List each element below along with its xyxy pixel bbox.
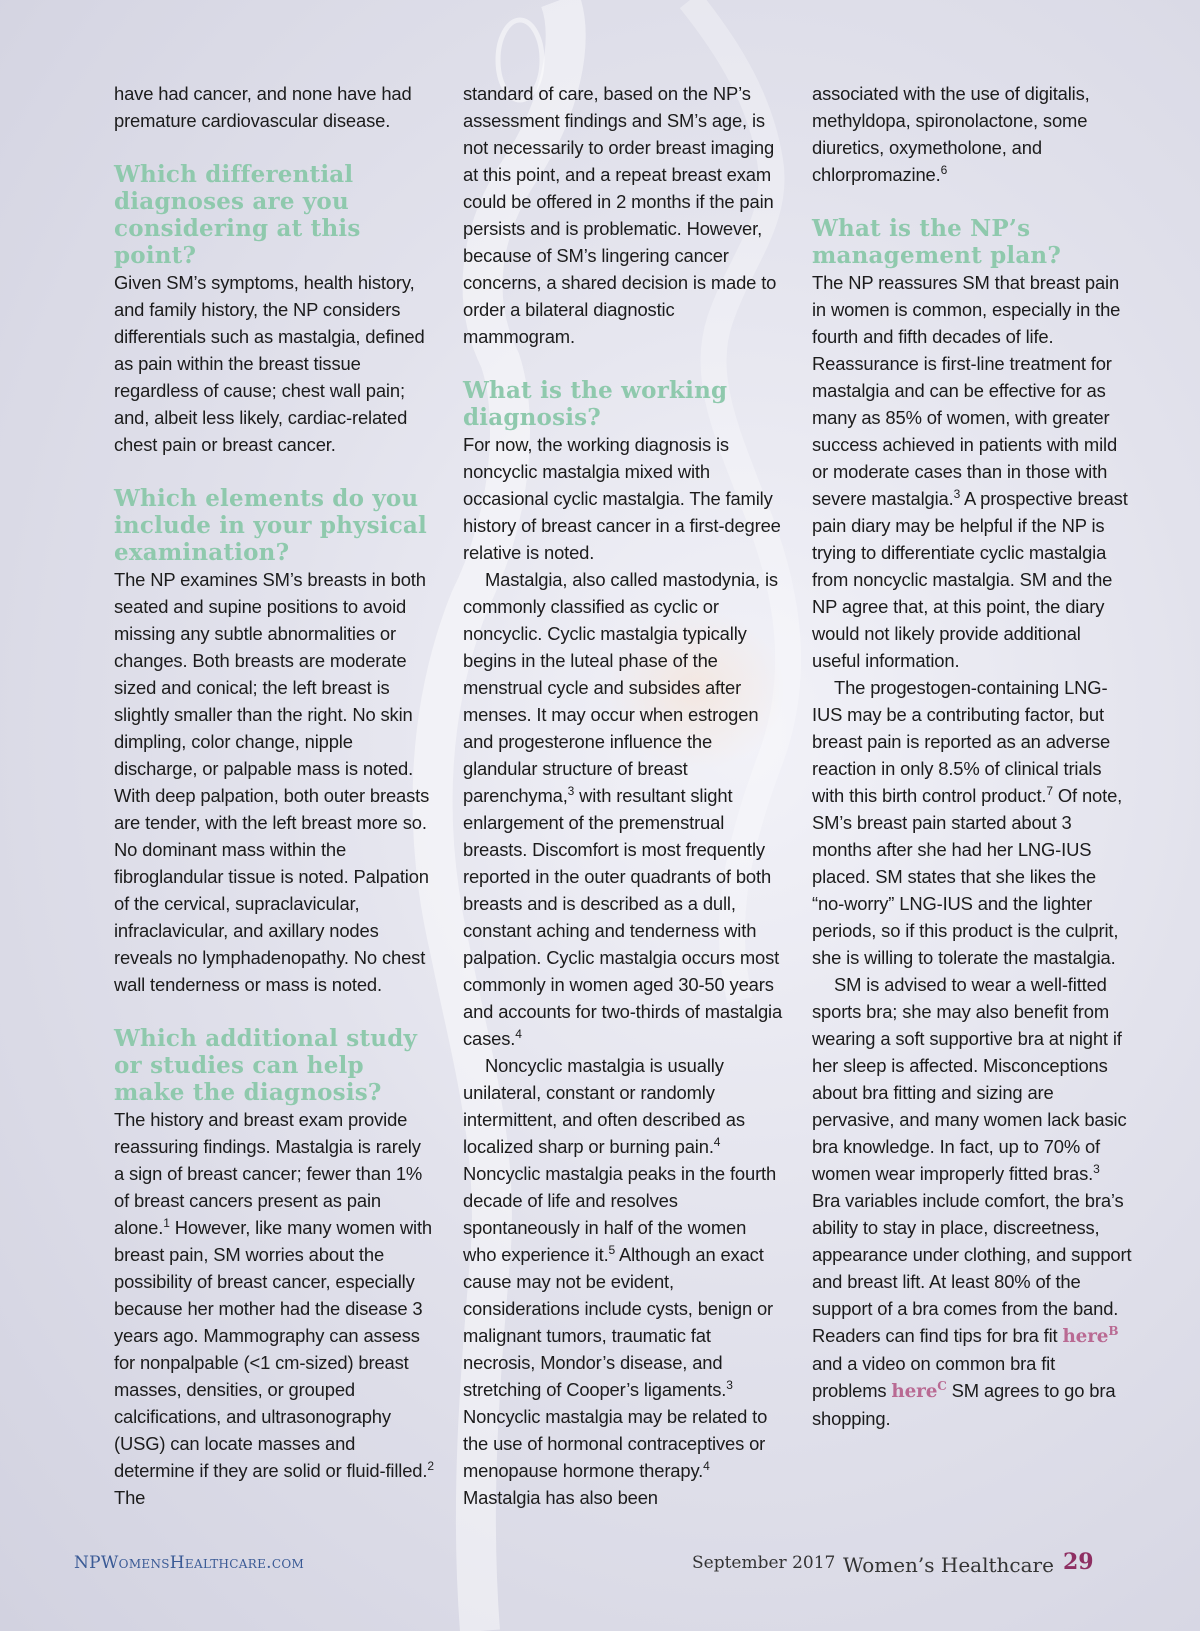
bra-fit-tips-link[interactable]: here$^B$ <box>1062 1324 1119 1347</box>
paragraph: SM is advised to wear a well-fitted sports bra; she may also benefit from wearing a soft supportive bra at night if her sleep is affected. Misconceptions about bra fitting and sizing are pervasive, and many women lack basic bra knowledge. In fact, up to 70% of women wear improperly fitted bras.$^3$ Bra variables include comfort, the bra’s ability to stay in place, discreetness, appearance under clothing, and support and breast lift. At least 80% of the support of a bra comes from the band. Readers can find tips for bra fit here$^B$ and a video on common bra fit problems here$^C$ SM agrees to go bra shopping. <box>812 974 1132 1429</box>
paragraph: The progestogen-containing LNG-IUS may be a contributing factor, but breast pain is reported as an adverse reaction in only 8.5% of clinical trials with this birth control product.$^7$ Of note, SM’s breast pain started about 3 months after she had her LNG-IUS placed. SM states that she likes the “no-worry” LNG-IUS and the lighter periods, so if this product is the culprit, she is willing to tolerate the mastalgia. <box>812 677 1123 968</box>
section-heading: What is the working diagnosis? <box>463 377 728 431</box>
footer-issue-date: September 2017 <box>692 1553 836 1573</box>
citation-superscript: 4 <box>713 1135 721 1149</box>
citation-superscript: 2 <box>427 1459 434 1473</box>
paragraph: For now, the working diagnosis is noncyclic mastalgia mixed with occasional cyclic mastalgia. The family history of breast cancer in a first-degree relative is noted. <box>463 434 781 563</box>
citation-superscript: 5 <box>608 1243 616 1257</box>
section-heading: Which differential diagnoses are you considering at this point? <box>114 161 361 269</box>
paragraph: The NP reassures SM that breast pain in women is common, especially in the fourth and fifth decades of life. Reassurance is first-line treatment for mastalgia and can be effective for as many as 85% of women, with greater success achieved in patients with mild or moderate cases than in those with severe mastalgia.$^3$ A prospective breast pain diary may be helpful if the NP is trying to differentiate cyclic mastalgia from noncyclic mastalgia. SM and the NP agree that, at this point, the diary would not likely provide additional useful information. <box>812 272 1128 671</box>
paragraph: Mastalgia, also called mastodynia, is commonly classified as cyclic or noncyclic. Cyclic mastalgia typically begins in the luteal phase of the menstrual cycle and subsides after menses. It may occur when estrogen and progesterone influence the glandular structure of breast parenchyma,$^3$ with resultant slight enlargement of the premenstrual breasts. Discomfort is most frequently reported in the outer quadrants of both breasts and is described as a dull, constant aching and tenderness with palpation. Cyclic mastalgia occurs most commonly in women aged 30-50 years and accounts for two-thirds of mastalgia cases.$^4$ <box>463 569 783 1049</box>
citation-superscript: 4 <box>703 1459 710 1473</box>
column-1 <box>114 80 434 1511</box>
citation-superscript: 4 <box>515 1027 522 1041</box>
citation-superscript: 3 <box>1093 1162 1100 1176</box>
section-heading: Which elements do you include in your physical examination? <box>114 485 427 566</box>
citation-superscript: 3 <box>953 487 961 501</box>
paragraph: The NP examines SM’s breasts in both seated and supine positions to avoid missing any subtle abnormalities or changes. Both breasts are moderate sized and conical; the left breast is slightly smaller than the right. No skin dimpling, color change, nipple discharge, or palpable mass is noted. With deep palpation, both outer breasts are tender, with the left breast more so. No dominant mass within the fibroglandular tissue is noted. Palpation of the cervical, supraclavicular, infraclavicular, and axillary nodes reveals no lymphadenopathy. No chest wall tenderness or mass is noted. <box>114 569 430 995</box>
column-2 <box>463 80 783 1511</box>
section-heading: Which additional study or studies can help make the diagnosis? <box>114 1025 418 1106</box>
paragraph: have had cancer, and none have had premature cardiovascular disease. <box>114 83 412 131</box>
citation-superscript: 6 <box>940 163 948 177</box>
page-number: 29 <box>1063 1549 1094 1575</box>
bra-fit-video-link[interactable]: here$^C$ <box>891 1379 947 1402</box>
paragraph: standard of care, based on the NP’s assessment findings and SM’s age, is not necessarily to order breast imaging at this point, and a repeat breast exam could be offered in 2 months if the pain persists and is problematic. However, because of SM’s lingering cancer concerns, a shared decision is made to order a bilateral diagnostic mammogram. <box>463 83 777 347</box>
footer-website[interactable]: NPWomensHealthcare.com <box>74 1553 305 1573</box>
paragraph: The history and breast exam provide reassuring findings. Mastalgia is rarely a sign of breast cancer; fewer than 1% of breast cancers present as pain alone.$^1$ However, like many women with breast pain, SM worries about the possibility of breast cancer, especially because her mother had the disease 3 years ago. Mammography can assess for nonpalpable (<1 cm-sized) breast masses, densities, or grouped calcifications, and ultrasonography (USG) can locate masses and determine if they are solid or fluid-filled.$^2$ The <box>114 1109 434 1508</box>
column-3 <box>812 80 1132 1432</box>
citation-superscript: 7 <box>1046 784 1053 798</box>
paragraph: Noncyclic mastalgia is usually unilateral, constant or randomly intermittent, and often described as localized sharp or burning pain.$^4$ Noncyclic mastalgia peaks in the fourth decade of life and resolves spontaneously in half of the women who experience it.$^5$ Although an exact cause may not be evident, considerations include cysts, benign or malignant tumors, traumatic fat necrosis, Mondor’s disease, and stretching of Cooper’s ligaments.$^3$ Noncyclic mastalgia may be related to the use of hormonal contraceptives or menopause hormone therapy.$^4$ Mastalgia has also been <box>463 1055 777 1508</box>
citation-superscript: 3 <box>567 784 575 798</box>
citation-superscript: 1 <box>163 1216 170 1230</box>
section-heading: What is the NP’s management plan? <box>812 215 1062 269</box>
footer-journal-title: Women’s Healthcare <box>843 1553 1054 1577</box>
paragraph: Given SM’s symptoms, health history, and family history, the NP considers differentials such as mastalgia, defined as pain within the breast tissue regardless of cause; chest wall pain; and, albeit less likely, cardiac-related chest pain or breast cancer. <box>114 272 425 455</box>
paragraph: associated with the use of digitalis, methyldopa, spironolactone, some diuretics, oxymetholone, and chlorpromazine.$^6$ <box>812 83 1090 185</box>
citation-superscript: 3 <box>726 1378 733 1392</box>
